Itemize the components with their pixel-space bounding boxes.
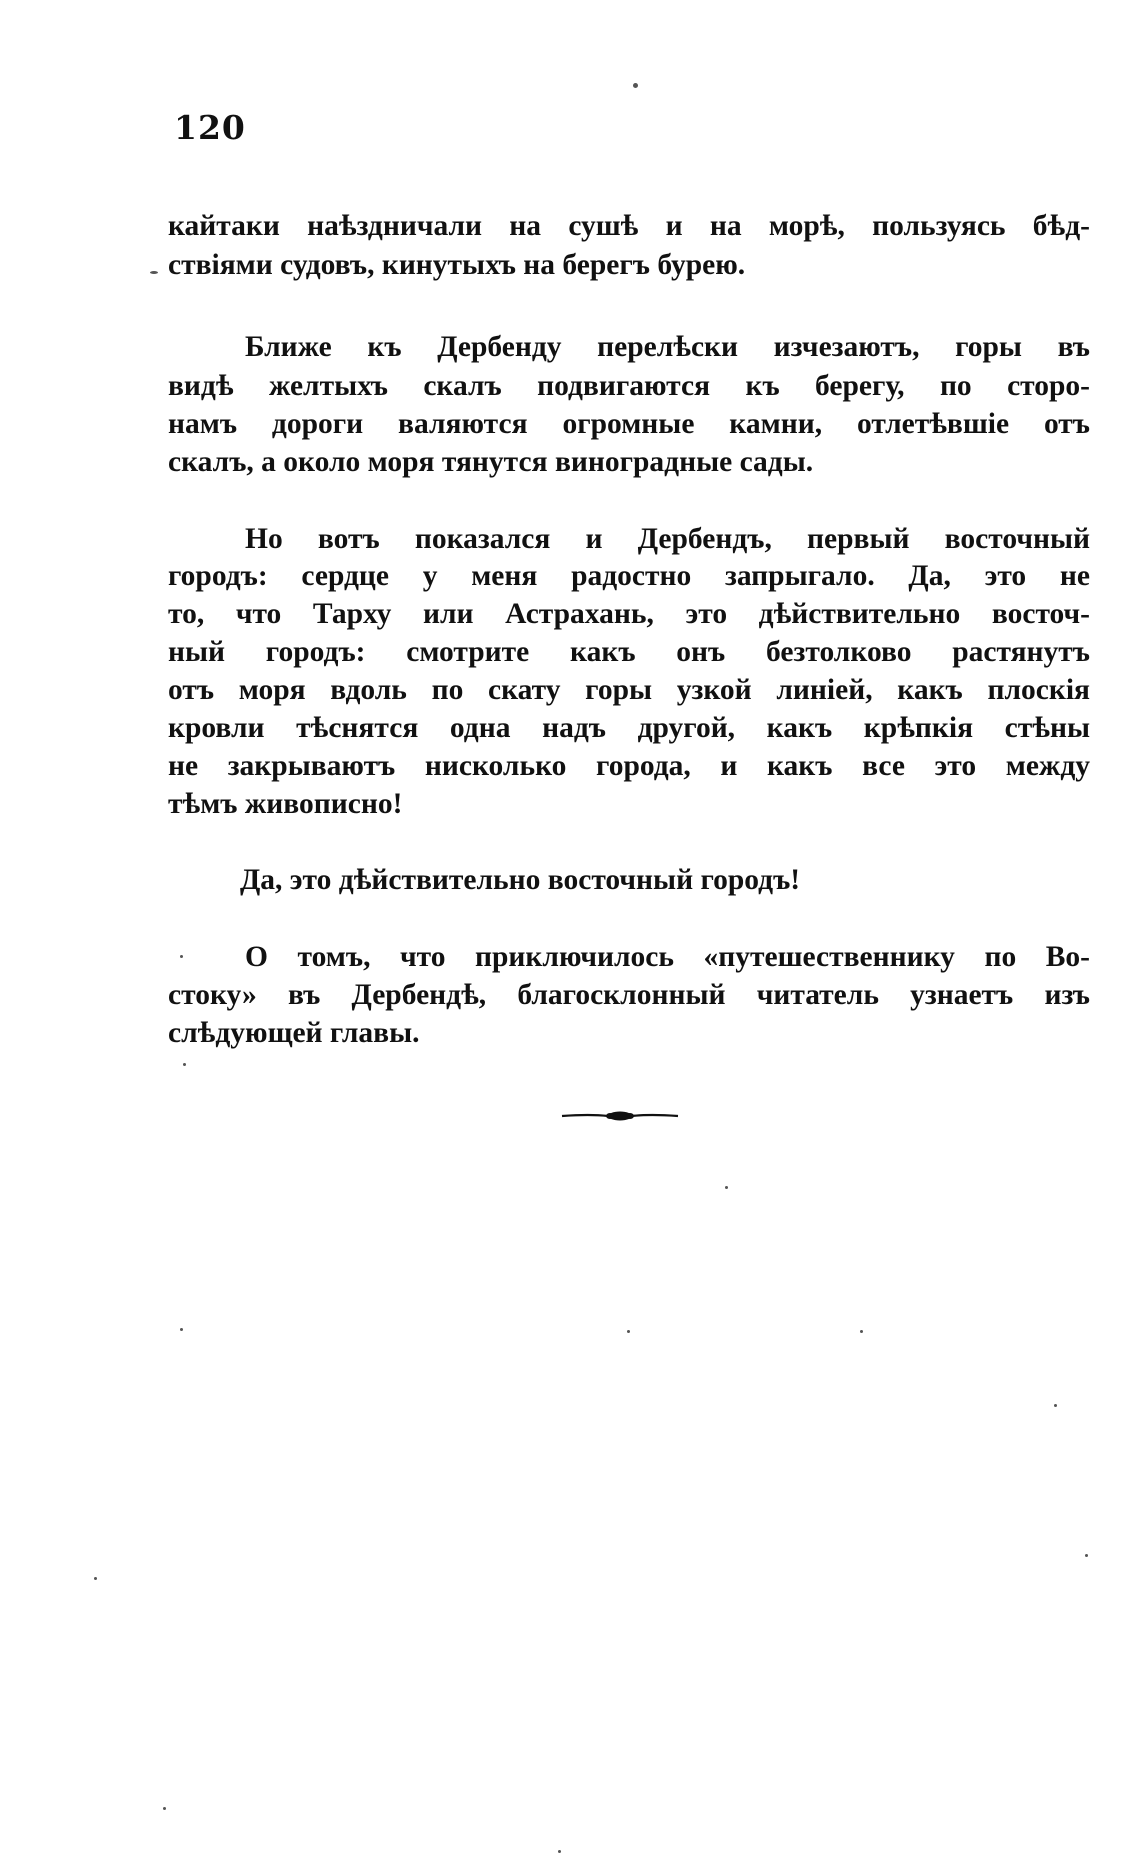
scan-speck	[150, 271, 158, 274]
scan-speck	[860, 1330, 863, 1333]
text-line: ствіями судовъ, кинутыхъ на берегъ бурею.	[168, 249, 746, 281]
text-line: намъ дороги валяются огромные камни, отлетѣвшіе отъ	[168, 408, 1090, 440]
scan-speck	[183, 1063, 186, 1066]
scan-speck	[180, 1328, 183, 1331]
scan-speck	[558, 1850, 561, 1853]
scan-speck	[1085, 1554, 1088, 1557]
scan-speck	[1054, 1404, 1057, 1407]
text-line: то, что Тарху или Астрахань, это дѣйствительно восточ-	[168, 598, 1090, 630]
scan-speck	[94, 1577, 97, 1580]
text-line: тѣмъ живописно!	[168, 788, 403, 820]
flourish-divider-icon	[560, 1106, 680, 1126]
text-line: слѣдующей главы.	[168, 1017, 420, 1049]
text-line: отъ моря вдоль по скату горы узкой линіей, какъ плоскія	[168, 674, 1090, 706]
page-number: 120	[174, 108, 246, 147]
text-line: городъ: сердце у меня радостно запрыгало. Да, это не	[168, 560, 1090, 592]
text-line: Но вотъ показался и Дербендъ, первый восточный	[245, 523, 1090, 555]
scan-speck	[633, 83, 638, 88]
scan-speck	[180, 955, 183, 958]
text-line: Да, это дѣйствительно восточный городъ!	[240, 864, 801, 896]
text-line: ный городъ: смотрите какъ онъ безтолково растянутъ	[168, 636, 1090, 668]
text-line: Ближе къ Дербенду перелѣски изчезаютъ, горы въ	[245, 331, 1090, 363]
text-line: видѣ желтыхъ скалъ подвигаются къ берегу, по сторо-	[168, 370, 1090, 402]
text-line: стоку» въ Дербендѣ, благосклонный читатель узнаетъ изъ	[168, 979, 1090, 1011]
scan-speck	[163, 1807, 166, 1810]
scan-speck	[725, 1186, 728, 1189]
text-line: кайтаки наѣздничали на сушѣ и на морѣ, пользуясь бѣд-	[168, 210, 1090, 242]
scan-speck	[627, 1330, 630, 1333]
text-line: не закрываютъ нисколько города, и какъ все это между	[168, 750, 1090, 782]
text-line: скалъ, а около моря тянутся виноградные сады.	[168, 446, 814, 478]
text-line: О томъ, что приключилось «путешественнику по Во-	[245, 941, 1090, 973]
text-line: кровли тѣснятся одна надъ другой, какъ крѣпкія стѣны	[168, 712, 1090, 744]
